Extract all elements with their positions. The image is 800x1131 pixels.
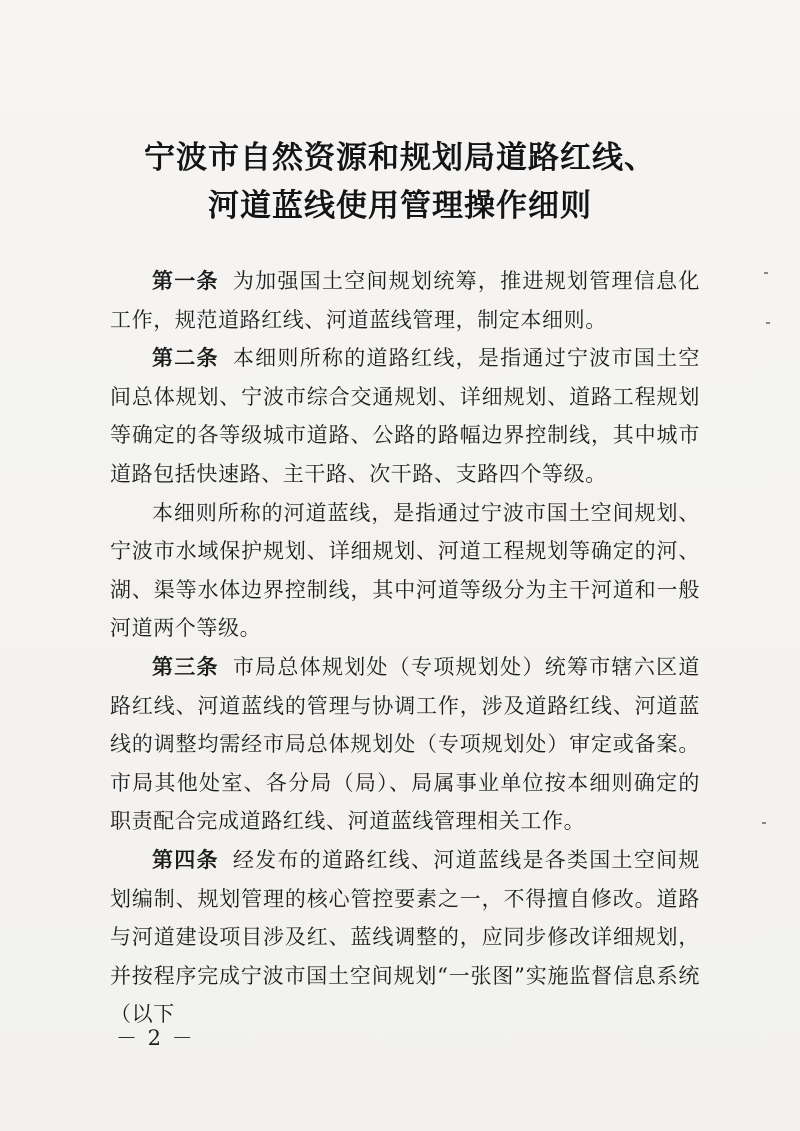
- document-title-line-1: 宁波市自然资源和规划局道路红线、: [144, 140, 656, 176]
- document-body: [110, 262, 700, 1034]
- document-title-line-2: 河道蓝线使用管理操作细则: [208, 188, 592, 224]
- article-heading: 第二条: [152, 346, 219, 371]
- paragraph-text: 为加强国土空间规划统筹，推进规划管理信息化工作，规范道路红线、河道蓝线管理，制定本细则。: [110, 269, 700, 332]
- scan-speck: [766, 322, 770, 324]
- paragraph-article-4: [110, 841, 700, 1034]
- scan-speck: [762, 822, 766, 824]
- paragraph-text: 本细则所称的道路红线，是指通过宁波市国土空间总体规划、宁波市综合交通规划、详细规划、道路工程规划等确定的各等级城市道路、公路的路幅边界控制线，其中城市道路包括快速路、主干路、次干路、支路四个等级。: [110, 346, 700, 486]
- paragraph-text: 市局总体规划处（专项规划处）统筹市辖六区道路红线、河道蓝线的管理与协调工作，涉及道路红线、河道蓝线的调整均需经市局总体规划处（专项规划处）审定或备案。市局其他处室、各分局（局）、局属事业单位按本细则确定的职责配合完成道路红线、河道蓝线管理相关工作。: [110, 654, 700, 834]
- paragraph-article-2-continued: [110, 494, 700, 648]
- page-number: － 2 －: [116, 1026, 195, 1050]
- article-heading: 第一条: [152, 269, 219, 293]
- paragraph-article-2: [110, 339, 700, 493]
- paragraph-article-1: [110, 262, 700, 339]
- paragraph-text: 本细则所称的河道蓝线，是指通过宁波市国土空间规划、宁波市水域保护规划、详细规划、河道工程规划等确定的河、湖、渠等水体边界控制线，其中河道等级分为主干河道和一般河道两个等级。: [110, 500, 700, 641]
- scan-speck: [764, 272, 768, 274]
- article-heading: 第三条: [152, 654, 219, 679]
- paragraph-text: 经发布的道路红线、河道蓝线是各类国土空间规划编制、规划管理的核心管控要素之一，不得擅自修改。道路与河道建设项目涉及红、蓝线调整的，应同步修改详细规划，并按程序完成宁波市国土空间规划“一张图”实施监督信息系统（以下: [110, 847, 700, 1027]
- article-heading: 第四条: [152, 847, 219, 872]
- paragraph-article-3: [110, 648, 700, 841]
